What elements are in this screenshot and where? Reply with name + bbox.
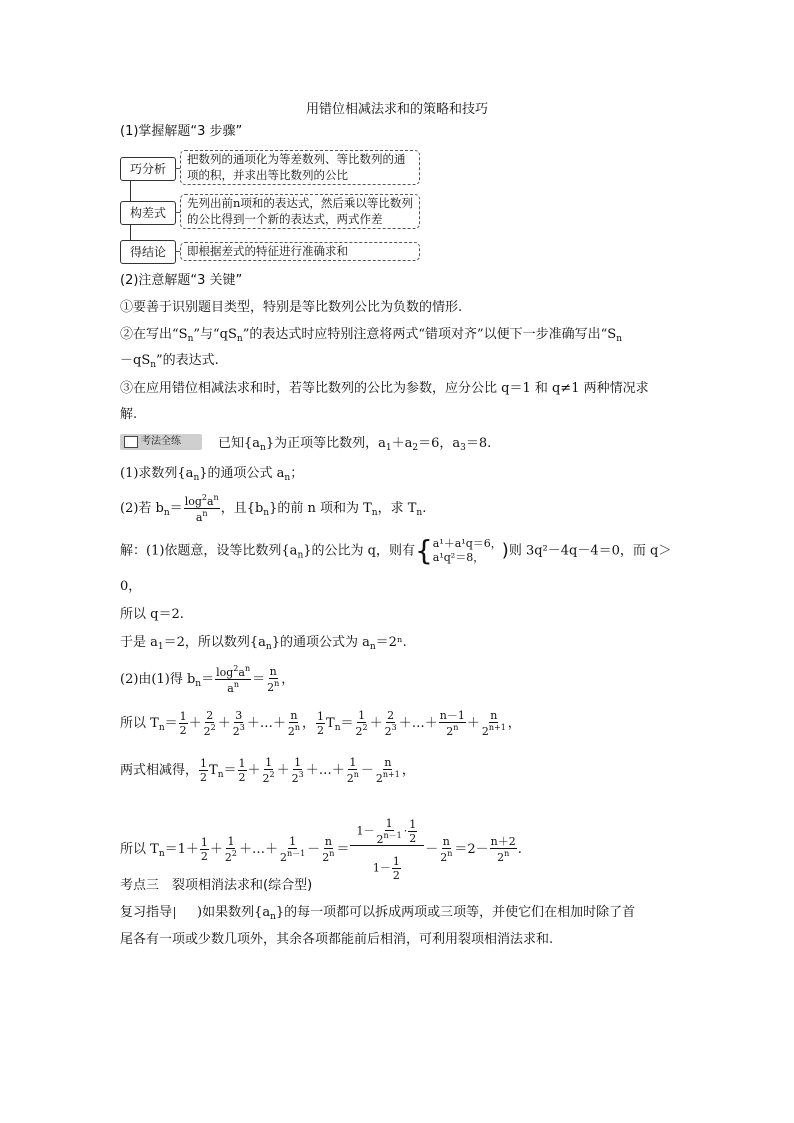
step-text-conclude: 即根据差式的特征进行准确求和 (180, 242, 420, 261)
solution-line-2: 所以 q＝2. (120, 607, 184, 622)
page-title: 用错位相减法求和的策略和技巧 (305, 102, 488, 117)
review-guide-line-2: 尾各有一项或少数几项外，其余各项都能前后相消，可利用裂项相消法求和. (120, 932, 554, 947)
key-point-3-end: 解. (120, 407, 138, 422)
solution-line-1: 解：(1)依题意，设等比数列$\{a_n\}$的公比为 q，则有{a¹＋a¹q＝6， a¹q²＝8， )则 3q²－4q－4＝0，而 q＞ (120, 534, 672, 567)
key-point-1: ①要善于识别题目类型，特别是等比数列公比为负数的情形. (120, 300, 463, 315)
review-guide-line-1: 复习指导 )如果数列$\{a_n\}$的每一项都可以拆成两项或三项等，并使它们在相加时除了首 (120, 905, 636, 922)
pencil-icon (124, 436, 138, 448)
solution-line-6: 两式相减得， $\frac{1}{2}$ $T_n=$ $\frac{1}{2}$ ＋ $\frac{1}{2^2}$ ＋ $\frac{1}{2^3}$ ＋…＋ $\frac{1}{2^n}$ － $\frac{n}{2^{n+1}}$ ， (120, 756, 415, 785)
key-point-2-cont: $-qS_n$”的表达式. (120, 353, 219, 370)
step-label-construct: 构差式 (120, 201, 176, 225)
question-2: (2)若 $b_n=$ $\frac{\log^2a^n}{a^n}$ ，且$\{b_n\}$的前 n 项和为 $T_n$，求 $T_n$. (120, 493, 427, 524)
question-1: (1)求数列$\{a_n\}$的通项公式 $a_n$； (120, 466, 304, 483)
solution-line-5: 所以 $T_n=$ $\frac{1}{2}$ ＋ $\frac{2}{2^2}$ ＋ $\frac{3}{2^3}$ ＋…＋ $\frac{n}{2^n}$ ， $\frac{1}{2}$ $T_n=$ $\frac{1}{2^2}$ ＋ $\frac{2}{2^3}$ ＋…＋ $\frac{n-1}{2^n}$ ＋ $\frac{n}{2^{n+1}}$ ， (120, 709, 521, 738)
solution-line-1-cont: 0， (120, 579, 142, 594)
step-label-analyze: 巧分析 (120, 157, 176, 181)
step-text-construct: 先列出前n项和的表达式，然后乘以等比数列的公比得到一个新的表达式，两式作差 (180, 194, 420, 229)
section-heading-keys: (2)注意解题“3 关键” (120, 273, 243, 288)
key-point-3: ③在应用错位相减法求和时，若等比数列的公比为参数，应分公比 q＝1 和 q≠1 两种情况求 (120, 381, 649, 396)
section-heading-steps: (1)掌握解题“3 步骤” (120, 124, 243, 139)
step-label-conclude: 得结论 (120, 240, 176, 264)
key-point-2: ②在写出“$S_n$”与“$qS_n$”的表达式时应特别注意将两式“错项对齐”以便下一步准确写出“$S_n$ (120, 327, 622, 344)
step-text-analyze: 把数列的通项化为等差数列、等比数列的通项的积，并求出等比数列的公比 (180, 150, 420, 185)
solution-line-7: 所以 $T_n=1+$ $\frac{1}{2}$ ＋ $\frac{1}{2^2}$ ＋…＋ $\frac{1}{2^{n-1}}$ － $\frac{n}{2^n}$ ＝ 1－ $\frac{1}{2^{n-1}}$ · $\frac{1}{2}$ 1－ $\frac{1}{2}$ － $\frac{n}{2^n}$ ＝2－ $\frac{n+2}{2^n}$ . (120, 817, 522, 882)
practice-badge: 考法全练 (120, 434, 202, 450)
problem-stem: 已知$\{a_n\}$为正项等比数列，$a_1+a_2=6$，$a_3=8$. (218, 436, 492, 453)
solution-line-3: 于是 $a_1=2$，所以数列$\{a_n\}$的通项公式为 $a_n=2^n$. (120, 635, 407, 652)
section-heading-telescoping: 考点三 裂项相消法求和(综合型) (120, 878, 313, 893)
solution-line-4: (2)由(1)得 $b_n=$ $\frac{\log^2a^n}{a^n}$ ＝ $\frac{n}{2^n}$ ， (120, 664, 295, 695)
